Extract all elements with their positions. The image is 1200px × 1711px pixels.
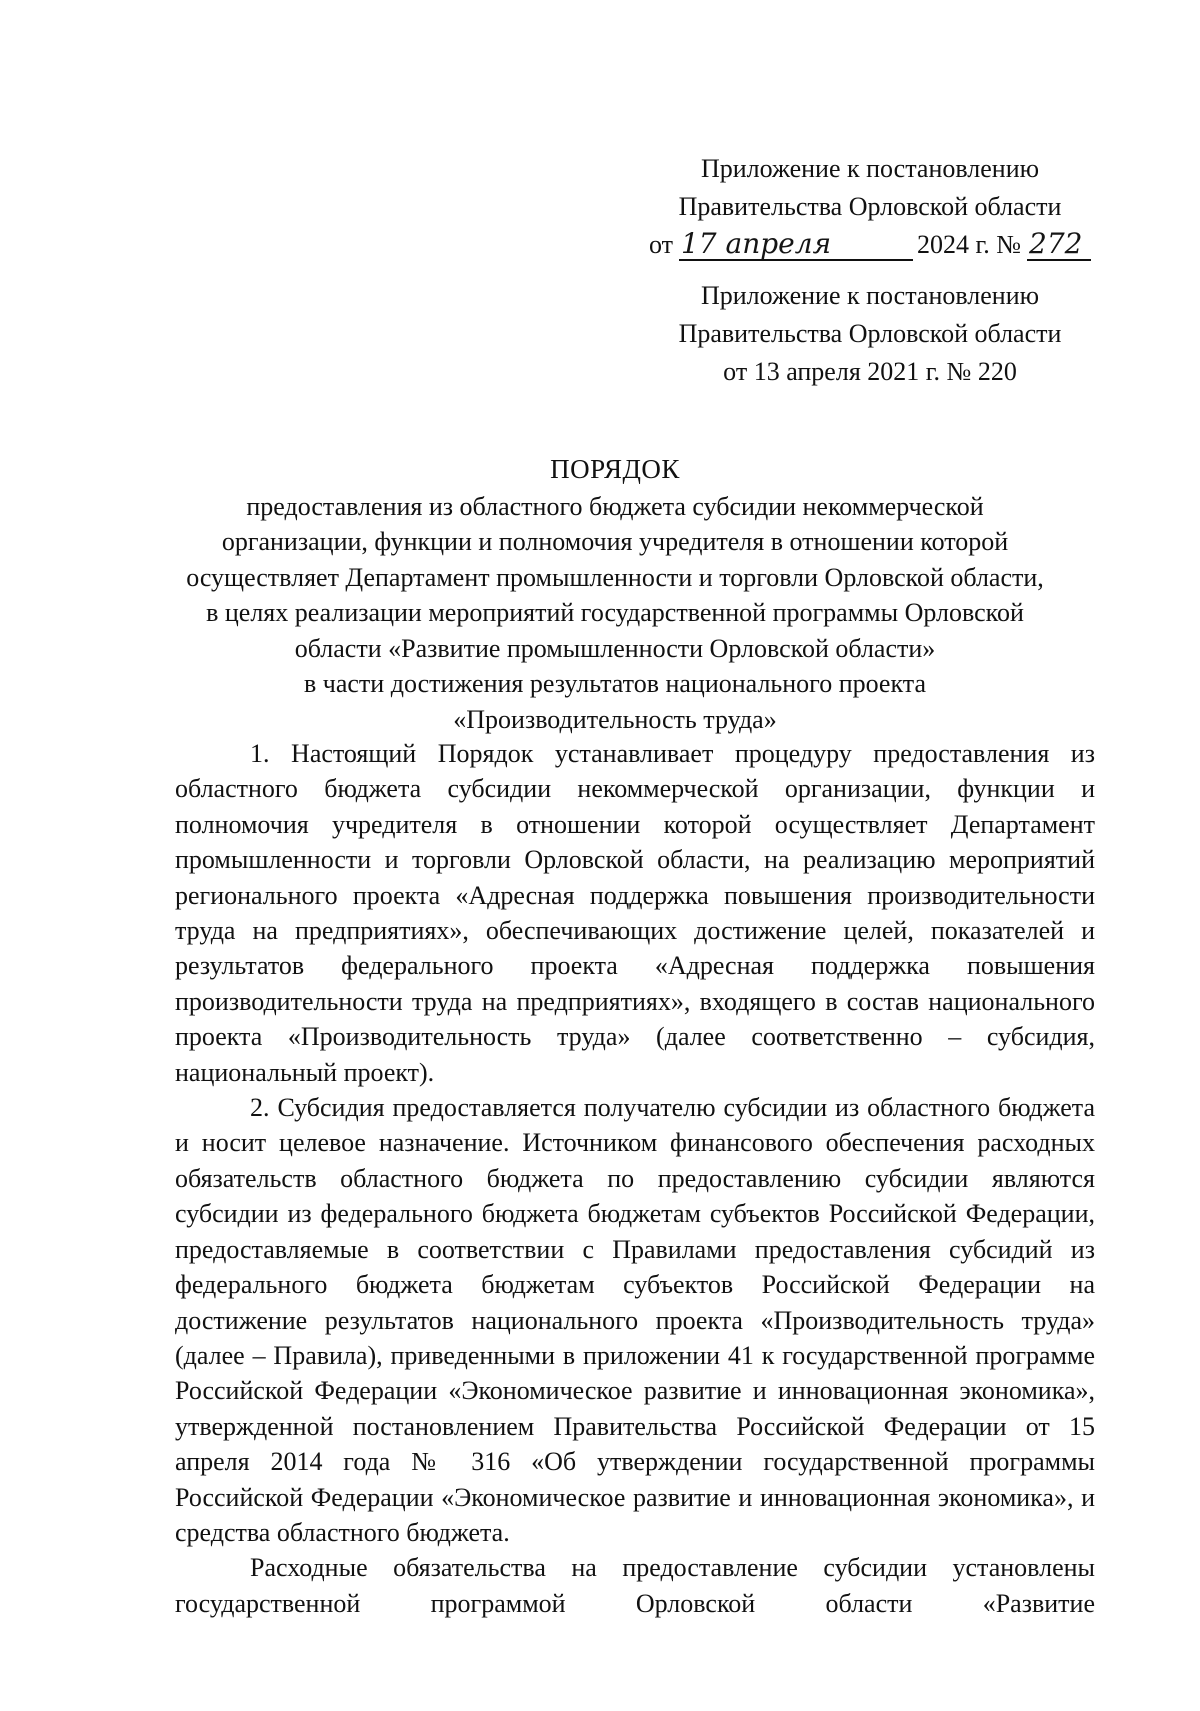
year-label: 2024 г. № <box>916 230 1022 259</box>
title-line: в целях реализации мероприятий государственной программы Орловской <box>206 598 1024 627</box>
title-line: в части достижения результатов национального проекта <box>304 669 926 698</box>
handwritten-number: 272 <box>1027 229 1091 261</box>
date-prefix: от <box>648 230 673 259</box>
title-line: организации, функции и полномочия учредителя в отношении которой <box>221 527 1009 556</box>
document-title <box>150 452 1080 737</box>
title-heading: ПОРЯДОК <box>550 454 680 484</box>
paragraph-2: 2. Субсидия предоставляется получателю субсидии из областного бюджета и носит целевое назначение. Источником финансового обеспечения расходных обязательств областного бюджета по предоставлению субсидии являются субсидии из федерального бюджета бюджетам субъектов Российской Федерации, предоставляемые в соответствии с Правилами предоставления субсидий из федерального бюджета бюджетам субъектов Российской Федерации на достижение результатов национального проекта «Производительность труда» (далее – Правила), приведенными в приложении 41 к государственной программе Российской Федерации «Экономическое развитие и инновационная экономика», утвержденной постановлением Правительства Российской Федерации от 15 апреля 2014 года № 316 «Об утверждении государственной программы Российской Федерации «Экономическое развитие и инновационная экономика», и средства областного бюджета. <box>175 1093 1095 1547</box>
appendix-header-current <box>640 150 1100 264</box>
original-appendix-line-1: Приложение к постановлению <box>700 281 1040 310</box>
title-line: области «Развитие промышленности Орловской области» <box>294 633 936 663</box>
title-line: осуществляет Департамент промышленности и торговли Орловской области, <box>186 562 1044 592</box>
title-line: «Производительность труда» <box>453 704 777 734</box>
appendix-header-original <box>640 277 1100 391</box>
paragraph-1: 1. Настоящий Порядок устанавливает процедуру предоставления из областного бюджета субсидии некоммерческой организации, функции и полномочия учредителя в отношении которой осуществляет Департамент промышленности и торговли Орловской области, на реализацию мероприятий регионального проекта «Адресная поддержка повышения производительности труда на предприятиях», обеспечивающих достижение целей, показателей и результатов федерального проекта «Адресная поддержка повышения производительности труда на предприятиях», входящего в состав национального проекта «Производительность труда» (далее соответственно – субсидия, национальный проект). <box>175 739 1095 1087</box>
title-line: предоставления из областного бюджета субсидии некоммерческой <box>246 491 984 521</box>
handwritten-date: 17 апреля <box>679 229 913 261</box>
appendix-line-2: Правительства Орловской области <box>678 192 1062 221</box>
original-appendix-line-2: Правительства Орловской области <box>678 319 1062 348</box>
appendix-line-1: Приложение к постановлению <box>700 154 1040 183</box>
paragraph-3: Расходные обязательства на предоставление субсидии установлены государственной программой Орловской области «Развитие <box>175 1553 1095 1618</box>
document-body <box>175 736 1095 1621</box>
appendix-date-line <box>640 226 1100 264</box>
original-appendix-line-3: от 13 апреля 2021 г. № 220 <box>723 357 1017 386</box>
